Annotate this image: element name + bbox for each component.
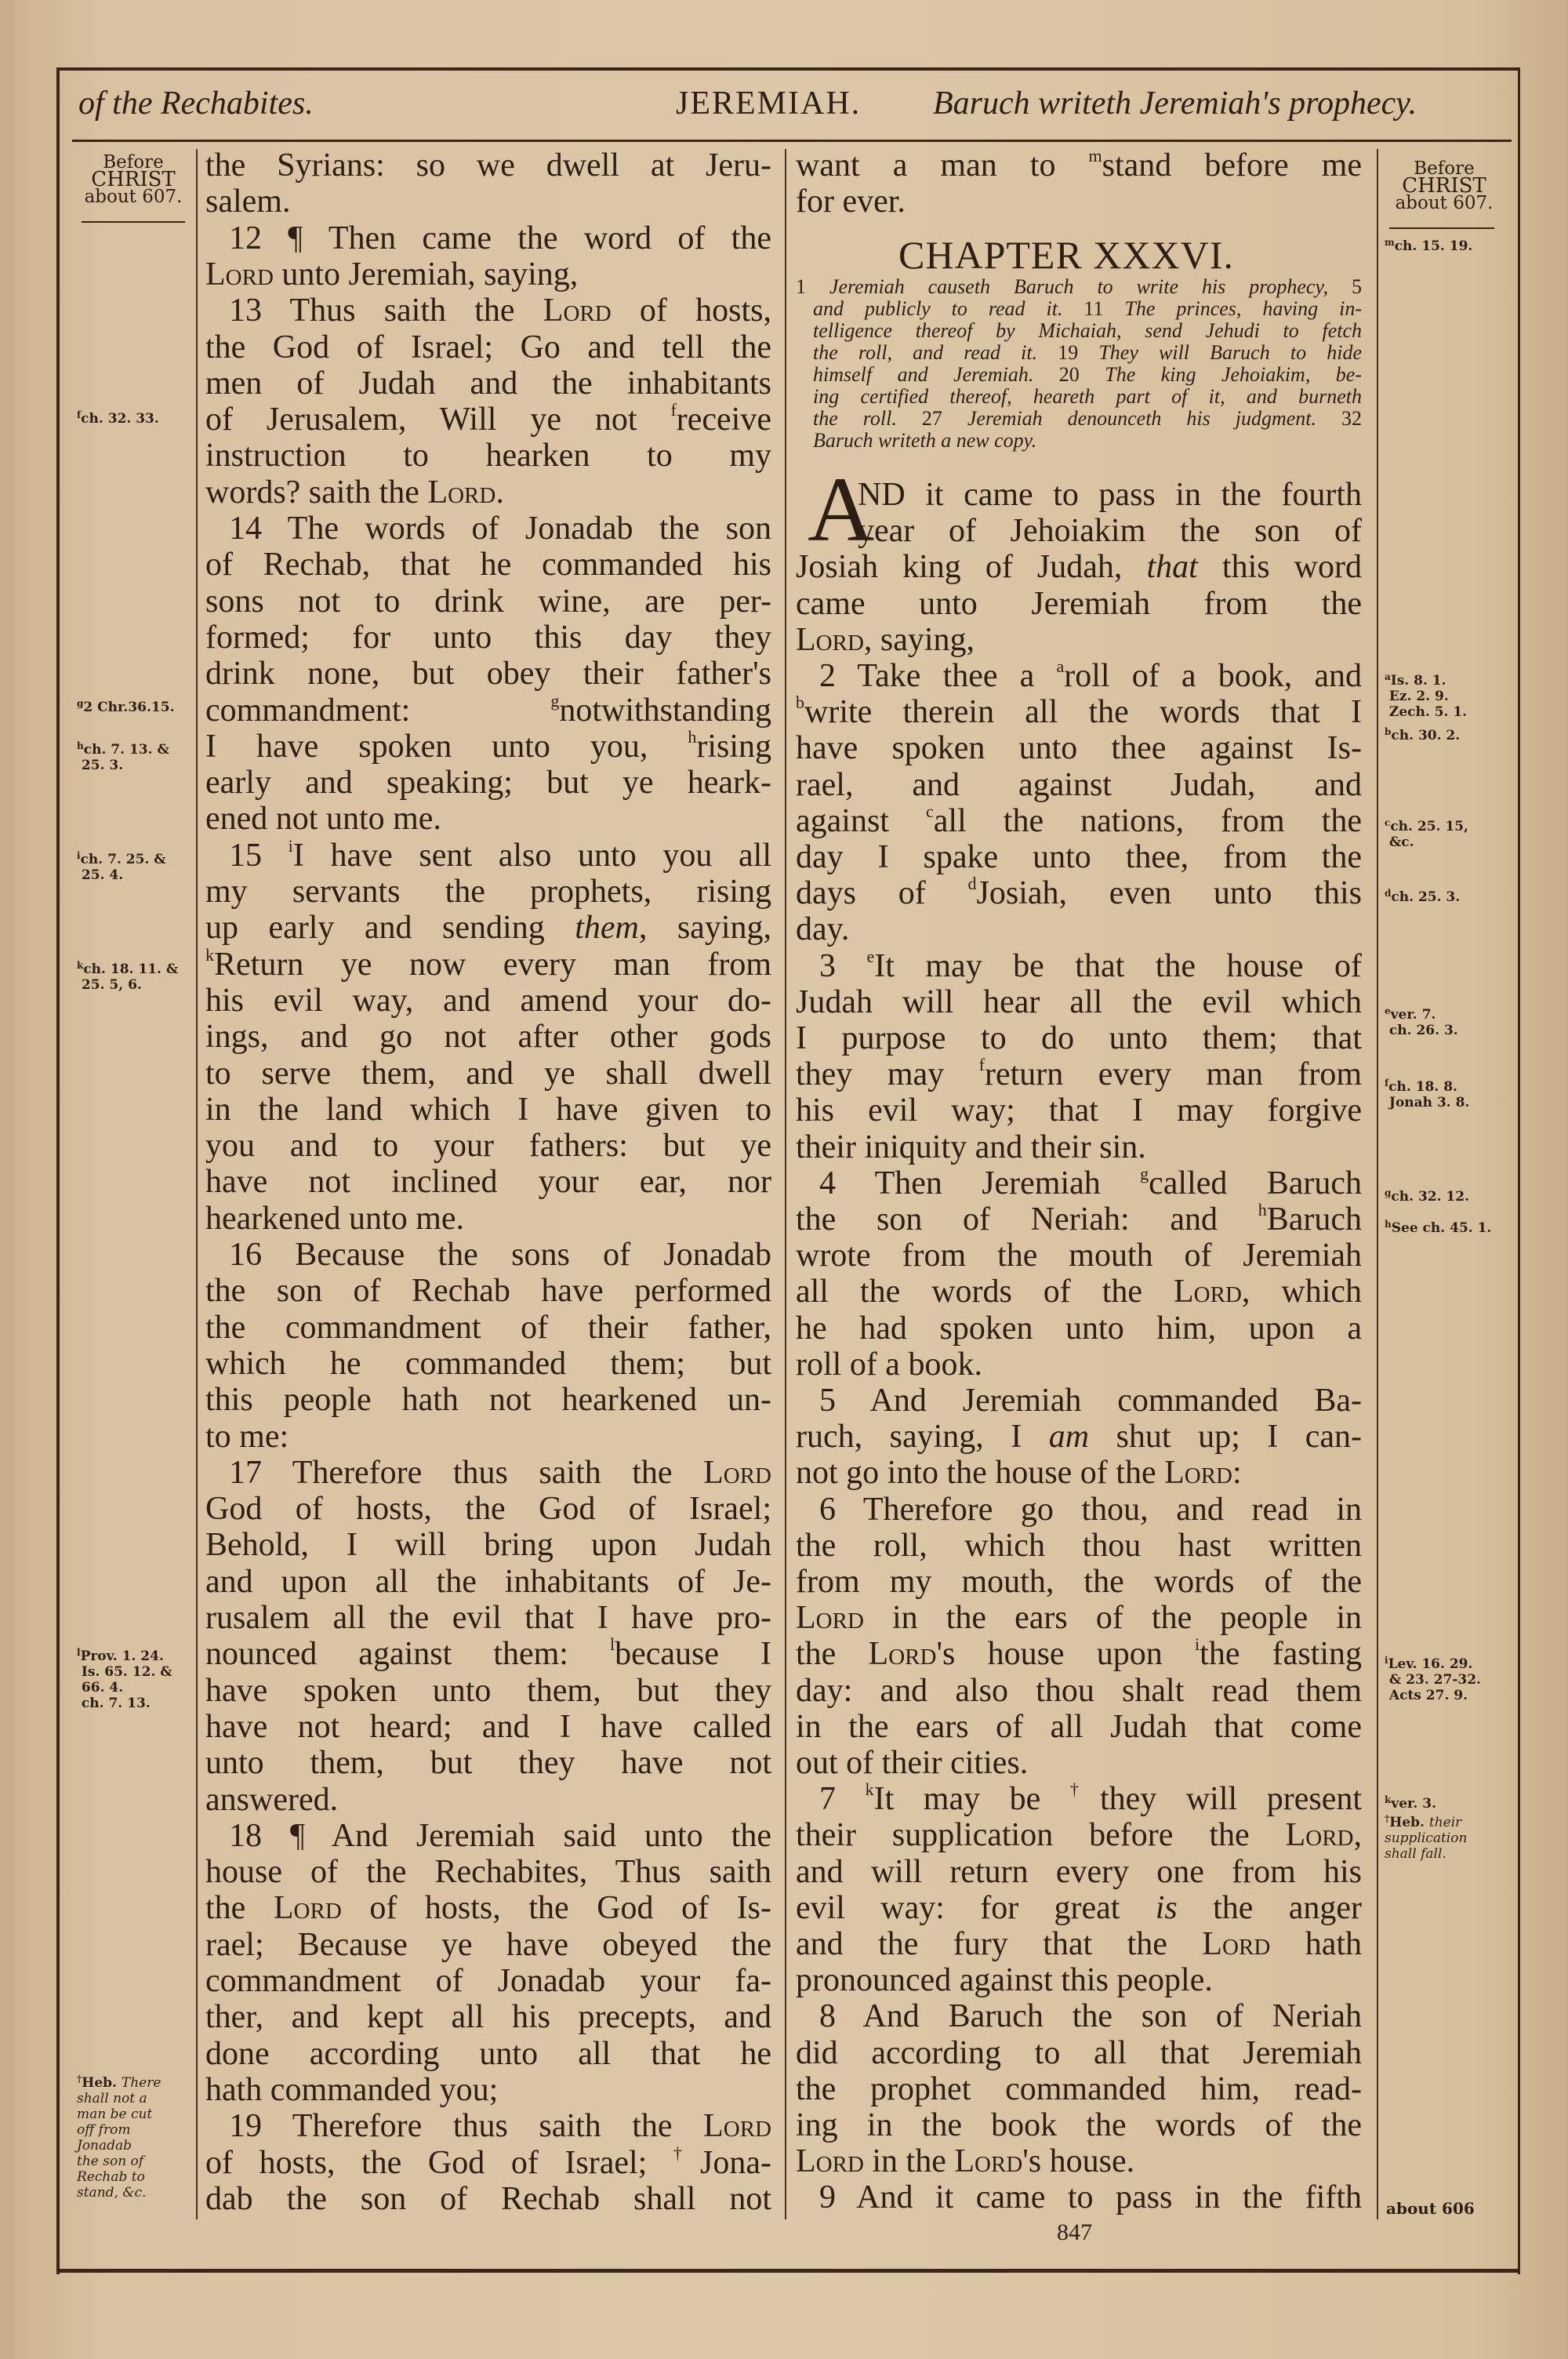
chapter-summary-line: the roll. 27 Jeremiah denounceth his judgment. 32 [813,407,1362,430]
text-line: 4 Then Jeremiah $^g$called Baruch [819,1163,1362,1201]
chapter-summary-line: the roll, and read it. 19 They will Baruch to hide [813,341,1362,364]
text-line: $^k$Return ye now every man from [205,944,771,983]
text-line: 3 $^e$It may be that the house of [819,946,1362,984]
text-line: the Syrians: so we dwell at Jeru- [205,147,771,184]
marginal-reference: $^c$ch. 25. 15, &c. [1385,817,1468,850]
text-line: and will return every one from his [796,1853,1362,1890]
text-line: salem. [205,184,291,220]
text-line: they may $^f$return every man from [796,1055,1362,1093]
text-line: done according unto all that he [205,2035,771,2072]
date-label: about 607. [1395,193,1494,213]
text-line: day I spake unto thee, from the [796,839,1362,875]
right-margin-head-rule [1389,227,1494,229]
marginal-reference: $^k$ch. 18. 11. & 25. 5, 6. [77,960,179,993]
text-line: 8 And Baruch the son of Neriah [819,1998,1362,2035]
text-line: rael, and against Judah, and [796,766,1362,803]
text-line: 13 Thus saith the Lord of hosts, [229,293,771,329]
text-line: this people hath not hearkened un- [205,1382,771,1419]
text-line: I purpose to do unto them; that [796,1020,1362,1056]
marginal-reference: $^g$ch. 32. 12. [1385,1187,1470,1205]
text-line: his evil way; that I may forgive [796,1092,1362,1129]
text-line: to serve them, and ye shall dwell [205,1055,771,1092]
text-line: 12 ¶ Then came the word of the [229,220,771,256]
text-line: he had spoken unto him, upon a [796,1310,1362,1347]
text-line: did according to all that Jeremiah [796,2034,1362,2071]
text-line: Josiah king of Judah, that this word [796,549,1362,586]
text-line: days of $^d$Josiah, even unto this [796,874,1362,912]
text-line: from my mouth, the words of the [796,1564,1362,1600]
text-line: the roll, which thou hast written [796,1527,1362,1564]
marginal-reference: $^h$ch. 7. 13. & 25. 3. [77,740,169,773]
left-margin-head-rule [82,221,185,223]
text-line: have not heard; and I have called [205,1708,771,1745]
text-line: and the fury that the Lord hath [796,1926,1363,1962]
text-line: have spoken unto them, but they [205,1672,771,1709]
text-line: 9 And it came to pass in the fifth [819,2179,1362,2216]
left-margin-date-heading [78,154,188,205]
text-line: 2 Take thee a $^a$roll of a book, and [819,656,1363,694]
text-line: $^b$write therein all the words that I [796,692,1362,731]
text-line: rusalem all the evil that I have pro- [205,1600,771,1636]
bottom-rule [56,2269,1519,2273]
drop-cap: A [808,458,875,561]
text-line: unto them, but they have not [205,1745,771,1782]
text-line: formed; for unto this day they [205,619,771,656]
marginal-reference: $^b$ch. 30. 2. [1385,726,1461,743]
text-line: house of the Rechabites, Thus saith [205,1854,771,1891]
right-margin-rule [1377,149,1378,2219]
text-line: out of their cities. [796,1745,1029,1781]
text-line: words? saith the Lord. [205,474,504,511]
text-line: want a man to $^m$stand before me [796,146,1362,184]
text-line: of Rechab, that he commanded his [205,547,771,583]
text-line: for ever. [796,184,906,220]
text-line: 14 The words of Jonadab the son [229,511,771,547]
text-line: of Jerusalem, Will ye not $^f$receive [205,400,771,438]
text-line: the prophet commanded him, read- [796,2070,1362,2107]
page-number: 847 [1057,2219,1092,2245]
text-line: wrote from the mouth of Jeremiah [796,1238,1362,1274]
right-margin-date-heading [1389,160,1499,212]
text-line: my servants the prophets, rising [205,874,771,910]
text-line: the God of Israel; Go and tell the [205,329,771,365]
text-line: the son of Neriah: and $^h$Baruch [796,1200,1362,1238]
text-line: drink none, but obey their father's [205,656,771,692]
chapter-summary-line: telligence thereof by Michaiah, send Jehudi to fetch [813,319,1362,342]
chapter-summary-line: and publicly to read it. 11 The princes, having in- [813,297,1362,320]
christ-label: CHRIST [1402,174,1486,198]
running-head-right: Baruch writeth Jeremiah's prophecy. [933,85,1417,122]
text-line: Lord in the Lord's house. [796,2143,1135,2180]
text-line: ND it came to pass in the fourth [858,477,1362,513]
text-line: nounced against them: $^l$because I [205,1634,771,1673]
text-line: rael; Because ye have obeyed the [205,1926,771,1963]
text-line: the son of Rechab have performed [205,1273,771,1310]
header-rule [72,140,1512,142]
text-line: I have spoken unto you, $^h$rising [205,726,771,765]
text-line: the commandment of their father, [205,1309,771,1346]
before-label: Before [1414,158,1475,179]
marginal-reference: $^g$2 Chr.36.15. [77,698,175,715]
text-line: dab the son of Rechab shall not [205,2180,771,2217]
text-line: commandment: $^g$notwithstanding [205,690,771,729]
text-line: his evil way, and amend your do- [205,982,771,1019]
text-line: 15 $^i$I have sent also unto you all [229,835,772,874]
text-line: hath commanded you; [205,2071,499,2108]
text-line: Behold, I will bring upon Judah [205,1527,771,1564]
text-line: God of hosts, the God of Israel; [205,1491,771,1528]
christ-label: CHRIST [91,168,176,191]
marginal-reference: $^l$Prov. 1. 24. Is. 65. 12. & 66. 4. ch. 7. 13. [77,1647,172,1711]
text-line: Lord, saying, [796,621,975,658]
marginal-reference: $^h$See ch. 45. 1. [1385,1219,1492,1236]
text-line: and upon all the inhabitants of Je- [205,1563,771,1600]
text-line: not go into the house of the Lord: [796,1455,1242,1492]
marginal-reference: $^f$ch. 18. 8. Jonah 3. 8. [1385,1078,1470,1110]
left-margin-rule [196,149,198,2219]
text-line: 5 And Jeremiah commanded Ba- [819,1383,1362,1419]
marginal-reference: †Heb. their supplication shall fall. [1385,1813,1468,1862]
text-line: ings, and go not after other gods [205,1019,771,1056]
chapter-summary-line: Baruch writeth a new copy. [813,429,1037,452]
text-line: day. [796,911,850,948]
text-line: roll of a book. [796,1346,982,1383]
text-line: 18 ¶ And Jeremiah said unto the [229,1817,771,1854]
text-line: Lord unto Jeremiah, saying, [205,256,579,293]
text-line: ing in the book the words of the [796,2107,1362,2143]
text-line: ther, and kept all his precepts, and [205,1999,771,2036]
text-line: answered. [205,1781,339,1818]
marginal-reference: $^k$ver. 3. [1385,1794,1437,1812]
column-divider [785,149,786,2219]
marginal-reference: $^d$ch. 25. 3. [1385,888,1461,905]
text-line: ruch, saying, I am shut up; I can- [796,1419,1362,1456]
chapter-title: CHAPTER XXXVI. [898,233,1234,277]
marginal-reference: $^i$Lev. 16. 29. & 23. 27-32. Acts 27. 9. [1385,1655,1481,1703]
text-line: the Lord of hosts, the God of Is- [205,1890,771,1927]
text-line: sons not to drink wine, are per- [205,583,771,620]
text-line: Lord in the ears of the people in [796,1600,1362,1637]
text-line: evil way: for great is the anger [796,1889,1362,1926]
marginal-reference: $^e$ver. 7. ch. 26. 3. [1385,1005,1458,1038]
text-line: came unto Jeremiah from the [796,585,1362,622]
text-line: their supplication before the Lord, [796,1817,1362,1854]
text-line: ened not unto me. [205,801,441,838]
text-line: Judah will hear all the evil which [796,983,1362,1020]
running-head-left: of the Rechabites. [78,85,314,122]
text-line: 19 Therefore thus saith the Lord [229,2108,771,2145]
text-line: 7 $^k$It may be †they will present [819,1779,1363,1818]
text-line: pronounced against this people. [796,1962,1213,1999]
text-line: have spoken unto thee against Is- [796,730,1362,767]
marginal-reference: $^f$ch. 32. 33. [77,409,159,427]
text-line: year of Jehoiakim the son of [858,513,1362,550]
text-line: commandment of Jonadab your fa- [205,1963,771,1999]
text-line: instruction to hearken to my [205,438,771,474]
chapter-summary-line: himself and Jeremiah. 20 The king Jehoiakim, be- [813,363,1362,386]
text-line: in the land which I have given to [205,1091,771,1128]
marginal-reference: †Heb. There shall not a man be cut off from Jonadab the son of Rechab to stand, &c. [77,2074,162,2201]
marginal-reference: $^i$ch. 7. 25. & 25. 4. [77,850,166,883]
text-line: 6 Therefore go thou, and read in [819,1491,1362,1528]
text-line: have not inclined your ear, nor [205,1164,771,1201]
text-line: to me: [205,1418,289,1455]
text-line: their iniquity and their sin. [796,1129,1146,1165]
chapter-summary-line: ing certified thereof, heareth part of it, and burneth [813,385,1362,408]
chapter-summary-line: 1 Jeremiah causeth Baruch to write his prophecy, 5 [796,275,1362,298]
date-label: about 607. [84,187,183,207]
marginal-reference: $^a$Is. 8. 1. Ez. 2. 9. Zech. 5. 1. [1385,671,1468,720]
text-line: all the words of the Lord, which [796,1274,1362,1310]
before-label: Before [103,152,164,173]
text-line: 17 Therefore thus saith the Lord [229,1454,771,1491]
text-line: of hosts, the God of Israel; †Jona- [205,2143,771,2181]
text-line: which he commanded them; but [205,1345,771,1382]
text-line: up early and sending them, saying, [205,910,771,947]
right-margin-date-bottom: about 606 [1386,2199,1475,2218]
text-line: hearkened unto me. [205,1200,465,1237]
text-line: against $^c$all the nations, from the [796,801,1362,839]
text-line: early and speaking; but ye heark- [205,765,771,801]
text-line: the Lord's house upon $^i$the fasting [796,1634,1363,1673]
marginal-reference: $^m$ch. 15. 19. [1385,237,1473,254]
text-line: you and to your fathers: but ye [205,1128,771,1165]
text-line: 16 Because the sons of Jonadab [229,1237,771,1273]
text-line: day: and also thou shalt read them [796,1672,1362,1709]
text-line: in the ears of all Judah that come [796,1708,1362,1745]
running-head-book: JEREMIAH. [676,85,862,122]
text-line: men of Judah and the inhabitants [205,365,771,402]
